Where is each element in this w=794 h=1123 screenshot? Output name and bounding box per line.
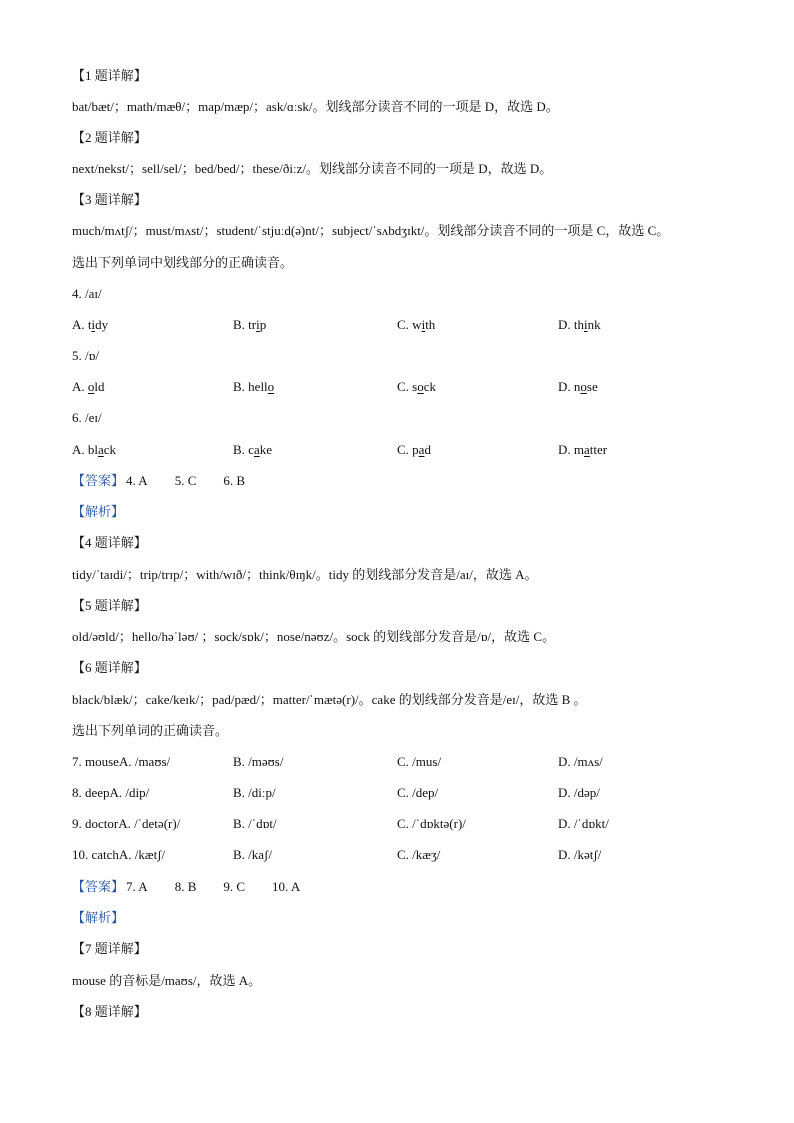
analysis-label-1: 【解析】: [72, 504, 125, 519]
q4-option-a: A. tidy: [72, 317, 109, 332]
q8-option-a: 8. deepA. /dip/: [72, 785, 150, 800]
q9-row: [72, 815, 732, 833]
q2-header: 【2 题详解】: [72, 130, 147, 145]
q3-explanation: much/mʌtʃ/；must/mʌst/；student/ˈstjuːd(ə)nt/；subject/ˈsʌbdʒɪkt/。划线部分读音不同的一项是 C，故选 C。: [72, 223, 670, 238]
q9-option-d: D. /ˈdɒkt/: [558, 816, 609, 831]
answer-label: 【答案】: [72, 473, 125, 488]
q6-option-c: C. pad: [397, 442, 431, 457]
q6-option-b: B. cake: [233, 442, 273, 457]
q7-row: [72, 753, 732, 771]
q9-option-b: B. /ˈdɒt/: [233, 816, 277, 831]
q7-option-b: B. /məʊs/: [233, 754, 284, 769]
answer-item: 7. A: [126, 879, 148, 894]
answer-line-1: [72, 472, 245, 490]
q5-option-b: B. hello: [233, 379, 275, 394]
q7-option-c: C. /mus/: [397, 754, 442, 769]
answer-item: 8. B: [174, 879, 197, 894]
q6-explanation: black/blæk/；cake/keɪk/；pad/pæd/；matter/ˈmætə(r)/。cake 的划线部分发音是/eɪ/，故选 B 。: [72, 692, 587, 707]
q3-header: 【3 题详解】: [72, 192, 147, 207]
q4-option-c: C. with: [397, 317, 436, 332]
q2-explanation: next/nekst/；sell/sel/；bed/bed/；these/ðiːz/。划线部分读音不同的一项是 D，故选 D。: [72, 161, 553, 176]
q6-stem: 6. /eɪ/: [72, 410, 102, 425]
q7-explanation: mouse 的音标是/maʊs/，故选 A。: [72, 973, 262, 988]
q10-option-a: 10. catchA. /kætʃ/: [72, 847, 166, 862]
answer-line-2: [72, 878, 300, 896]
q5-option-c: C. sock: [397, 379, 437, 394]
q4-header: 【4 题详解】: [72, 535, 147, 550]
q5-option-a: A. old: [72, 379, 105, 394]
q4-option-b: B. trip: [233, 317, 267, 332]
answer-item: 10. A: [272, 879, 301, 894]
q5-option-d: D. nose: [558, 379, 598, 394]
answer-item: 5. C: [174, 473, 197, 488]
q6-header: 【6 题详解】: [72, 660, 147, 675]
q5-explanation: old/əʊld/；hello/həˈləʊ/ ；sock/sɒk/；nose/nəʊz/。sock 的划线部分发音是/ɒ/，故选 C。: [72, 629, 556, 644]
answer-item: 9. C: [223, 879, 246, 894]
q8-option-d: D. /dəp/: [558, 785, 600, 800]
q4-options: [72, 316, 732, 334]
analysis-label-2: 【解析】: [72, 910, 125, 925]
q9-option-c: C. /ˈdɒktə(r)/: [397, 816, 466, 831]
q5-options: [72, 378, 732, 396]
q4-stem: 4. /aɪ/: [72, 286, 102, 301]
q8-row: [72, 784, 732, 802]
q1-explanation: bat/bæt/；math/mæθ/；map/mæp/；ask/ɑːsk/。划线部分读音不同的一项是 D，故选 D。: [72, 99, 559, 114]
answer-item: 6. B: [223, 473, 246, 488]
q7-header: 【7 题详解】: [72, 941, 147, 956]
q10-row: [72, 846, 732, 864]
q1-header: 【1 题详解】: [72, 68, 147, 83]
q8-option-b: B. /diːp/: [233, 785, 276, 800]
q9-option-a: 9. doctorA. /ˈdetə(r)/: [72, 816, 181, 831]
answer-item: 4. A: [126, 473, 148, 488]
q5-header: 【5 题详解】: [72, 598, 147, 613]
q8-option-c: C. /dep/: [397, 785, 439, 800]
q4-option-d: D. think: [558, 317, 601, 332]
section2-instruction: 选出下列单词的正确读音。: [72, 723, 229, 738]
q7-option-a: 7. mouseA. /maʊs/: [72, 754, 171, 769]
answer-label: 【答案】: [72, 879, 125, 894]
q6-option-d: D. matter: [558, 442, 608, 457]
q10-option-b: B. /kaʃ/: [233, 847, 272, 862]
q4-explanation: tidy/ˈtaɪdi/；trip/trɪp/；with/wɪð/；think/θɪŋk/。tidy 的划线部分发音是/aɪ/，故选 A。: [72, 567, 538, 582]
q5-stem: 5. /ɒ/: [72, 348, 100, 363]
q6-option-a: A. black: [72, 442, 117, 457]
q10-option-c: C. /kæʒ/: [397, 847, 441, 862]
q6-options: [72, 441, 732, 459]
q8-header: 【8 题详解】: [72, 1004, 147, 1019]
q7-option-d: D. /mʌs/: [558, 754, 603, 769]
q10-option-d: D. /kətʃ/: [558, 847, 602, 862]
section1-instruction: 选出下列单词中划线部分的正确读音。: [72, 255, 294, 270]
